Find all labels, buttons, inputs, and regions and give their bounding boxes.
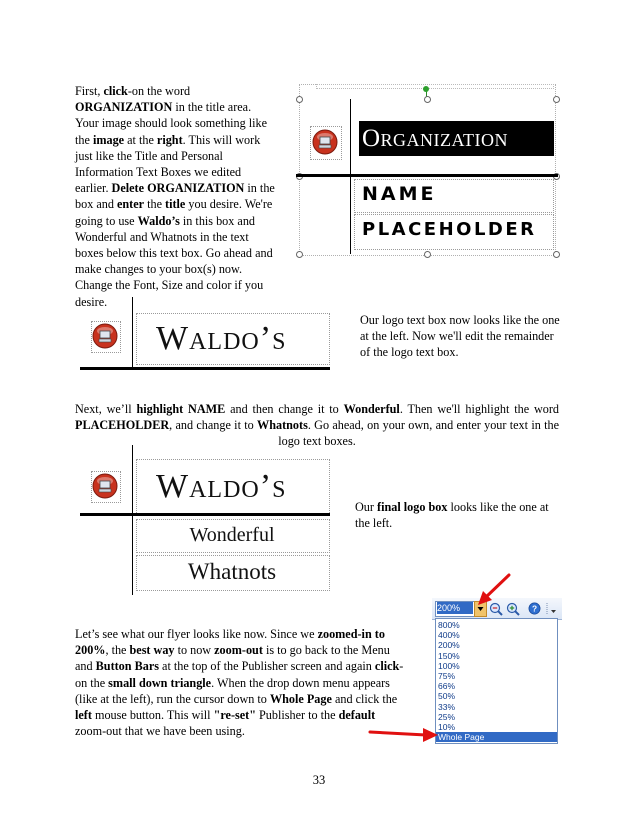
logo-title[interactable]: Organization bbox=[362, 125, 509, 152]
text: the bbox=[144, 197, 166, 212]
text: enter bbox=[116, 197, 145, 212]
text: . Then we'll highlight the word bbox=[399, 402, 559, 416]
toolbar-options-icon[interactable] bbox=[545, 602, 557, 616]
rotation-handle-knob[interactable] bbox=[423, 86, 429, 92]
resize-handle[interactable] bbox=[296, 96, 303, 103]
caption-final-logo bbox=[355, 499, 560, 531]
caption-logo-box: Our logo text box now looks like the one at the left. Now we'll edit the remainder of the logo text box. bbox=[360, 313, 560, 360]
text: Whatnots bbox=[257, 418, 308, 433]
text: you desire. We're going to use bbox=[75, 197, 273, 228]
text: Next, we’ll bbox=[75, 402, 137, 416]
page-number: 33 bbox=[312, 773, 326, 787]
horizontal-rule bbox=[296, 174, 558, 177]
text: Button Bars bbox=[95, 659, 159, 674]
text: right bbox=[156, 132, 183, 147]
zoom-option[interactable]: 10% bbox=[438, 721, 456, 732]
resize-handle[interactable] bbox=[553, 96, 560, 103]
text: final logo box bbox=[377, 500, 448, 514]
text: at the bbox=[124, 132, 157, 147]
text: click bbox=[103, 84, 128, 98]
flyer-paragraph bbox=[75, 626, 405, 739]
text: zoom-out that we have been using. bbox=[75, 724, 245, 739]
text: Let’s see what our flyer looks like now. Since we bbox=[75, 627, 318, 641]
arrow-to-dropdown-icon bbox=[474, 572, 514, 608]
next-paragraph bbox=[75, 401, 559, 450]
logo-final-image bbox=[80, 445, 340, 595]
text: highlight NAME bbox=[136, 402, 226, 416]
text: image bbox=[92, 132, 125, 147]
zoom-option[interactable]: 50% bbox=[438, 691, 456, 702]
intro-paragraph bbox=[75, 83, 275, 310]
help-icon[interactable] bbox=[528, 602, 541, 615]
text: Publisher to the bbox=[255, 708, 339, 723]
svg-text:?: ? bbox=[531, 603, 538, 614]
computer-logo-icon bbox=[92, 323, 118, 349]
logo-placeholder[interactable]: PLACEHOLDER bbox=[362, 219, 537, 240]
text: in the box and bbox=[75, 181, 275, 212]
text: Wonderful bbox=[343, 402, 400, 416]
logo-name[interactable]: NAME bbox=[362, 183, 437, 205]
vertical-rule bbox=[132, 445, 133, 595]
text: . Go ahead, on your own, and enter your text in the logo text boxes. bbox=[278, 418, 559, 449]
text: , the bbox=[105, 643, 130, 658]
text: in this box and Wonderful and Whatnots in the text boxes below this text box. Go ahead and make changes to your box(s) now. Change the Font, Size and color if you desire. bbox=[75, 213, 273, 309]
computer-logo-icon bbox=[92, 473, 118, 499]
text: . When the drop down menu appears (like at the left), run the cursor down to bbox=[75, 675, 390, 706]
logo-line1[interactable]: Wonderful bbox=[189, 524, 275, 546]
zoom-option[interactable]: 150% bbox=[438, 650, 460, 661]
text: and click the bbox=[331, 691, 398, 706]
text: PLACEHOLDER bbox=[75, 418, 170, 433]
text: First, bbox=[75, 84, 104, 98]
zoom-option[interactable]: 400% bbox=[438, 630, 460, 641]
zoom-option[interactable]: 800% bbox=[438, 620, 460, 630]
zoom-toolbar-screenshot bbox=[432, 598, 562, 744]
text: zoom-out bbox=[214, 643, 263, 658]
resize-handle[interactable] bbox=[553, 251, 560, 258]
text: -on the bbox=[75, 659, 404, 690]
text: best way bbox=[129, 643, 175, 658]
zoom-option-whole-page[interactable]: Whole Page bbox=[436, 732, 557, 742]
zoom-option[interactable]: 75% bbox=[438, 670, 456, 681]
horizontal-rule bbox=[80, 513, 330, 516]
text: . This will work just like the Title and Personal Information Text Boxes we edited earlier. bbox=[75, 132, 261, 196]
text: looks like the one at the left. bbox=[355, 500, 549, 531]
text: Delete ORGANIZATION bbox=[111, 181, 245, 196]
zoom-option[interactable]: 66% bbox=[438, 681, 456, 692]
text: click bbox=[374, 659, 400, 674]
arrow-to-whole-page-icon bbox=[368, 726, 440, 742]
text: mouse button. This will bbox=[91, 708, 214, 723]
top-text-frame bbox=[316, 84, 554, 89]
resize-handle[interactable] bbox=[424, 251, 431, 258]
text: small down triangle bbox=[108, 675, 212, 690]
logo-organization-image bbox=[296, 84, 561, 256]
logo-line2[interactable]: Whatnots bbox=[187, 559, 277, 584]
text: Our bbox=[355, 500, 378, 514]
zoom-option[interactable]: 33% bbox=[438, 701, 456, 712]
resize-handle[interactable] bbox=[424, 96, 431, 103]
computer-logo-icon bbox=[312, 129, 338, 155]
text: in the title area. Your image should look something like the bbox=[75, 100, 268, 147]
zoom-value[interactable]: 200% bbox=[437, 602, 473, 614]
text: "re-set" bbox=[213, 708, 256, 723]
text: zoomed-in to 200% bbox=[75, 627, 385, 658]
text: Waldo’s bbox=[137, 213, 180, 228]
resize-handle[interactable] bbox=[296, 251, 303, 258]
text: left bbox=[75, 708, 92, 723]
zoom-option[interactable]: 25% bbox=[438, 711, 456, 722]
text: , and change it to bbox=[169, 418, 258, 433]
text: Whole Page bbox=[269, 691, 332, 706]
zoom-option[interactable]: 200% bbox=[438, 640, 460, 651]
vertical-rule bbox=[132, 297, 133, 369]
text: title bbox=[165, 197, 186, 212]
text: ORGANIZATION bbox=[75, 100, 173, 115]
logo-title[interactable]: Waldo’s bbox=[156, 468, 287, 505]
text: is to go back to the Menu and bbox=[75, 643, 390, 674]
horizontal-rule bbox=[80, 367, 330, 370]
text: default bbox=[338, 708, 376, 723]
logo-title[interactable]: Waldo’s bbox=[156, 320, 287, 357]
text: -on the word bbox=[127, 84, 191, 98]
text: at the top of the Publisher screen and again bbox=[158, 659, 375, 674]
zoom-dropdown-list bbox=[435, 618, 558, 744]
logo-waldo-image bbox=[80, 297, 340, 373]
zoom-option[interactable]: 100% bbox=[438, 660, 460, 671]
text: to now bbox=[174, 643, 215, 658]
text: and then change it to bbox=[225, 402, 344, 416]
